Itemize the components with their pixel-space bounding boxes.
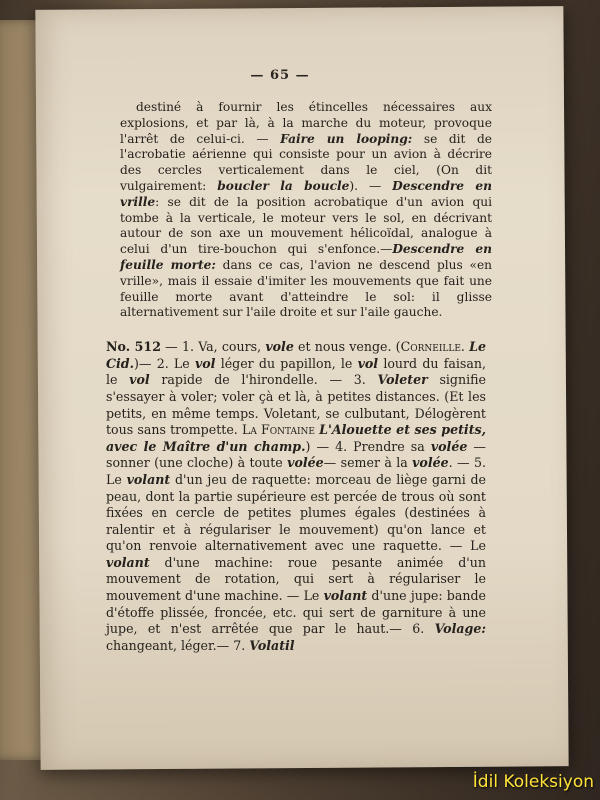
text-run: ) — 4. Prendre sa (305, 438, 431, 454)
text-run: — sonner (une cloche) à toute (106, 438, 486, 471)
text-run: lourd du faisan, le (106, 355, 486, 388)
emphasized-term: volée (430, 438, 468, 454)
emphasized-term: volant (126, 471, 171, 487)
text-run: léger du papillon, le (215, 355, 358, 371)
emphasized-term: volée (412, 455, 449, 471)
emphasized-term: L'Alouette et ses petits, avec le Maître d'un champ. (106, 422, 486, 454)
text-run: d'un jeu de raquette: morceau de liège garni de peau, dont la partie supérieure est percée de trous où sont fixées en cercle de petites plumes égales (destinées à ralentir et à régulariser le mouvement) qu'on lance et qu'on renvoie alternativement avec une raquette. — Le (106, 471, 486, 554)
page-number: — 65 — (250, 68, 310, 83)
text-run: )— 2. Le (134, 355, 195, 371)
text-run: d'une machine: roue pesante animée d'un mouvement de rotation, qui sert à régulariser le mouvement d'une machine. — Le (106, 554, 486, 604)
text-run: : se dit de la position acrobatique d'un avion qui tombe à la verticale, le moteur vers le sol, en décrivant autour de son axe un mouvement hélicoïdal, analogue à celui d'un tire-bouchon qui s'enfonce.— (120, 194, 492, 257)
emphasized-term: vol (357, 355, 379, 371)
page-text (106, 100, 493, 654)
emphasized-term: volant (106, 554, 150, 570)
paragraph-aviation-terms (120, 100, 492, 321)
paragraph-no-512 (106, 339, 486, 654)
text-run: . — 5. Le (106, 455, 486, 487)
watermark: İdil Koleksiyon (472, 772, 594, 792)
text-run: . (460, 339, 470, 355)
emphasized-term: Descendre en feuille morte: (120, 242, 492, 272)
emphasized-term: Descendre en vrille (120, 178, 492, 209)
emphasized-term: Faire un looping: (280, 131, 413, 146)
emphasized-term: Voleter (377, 372, 428, 388)
emphasized-term: boucler la boucle (217, 178, 350, 193)
text-run: — 1. Va, cours, (160, 339, 266, 355)
emphasized-term: Le Cid. (106, 339, 487, 371)
text-run: ). — (349, 178, 393, 193)
emphasized-term: volant (323, 588, 368, 604)
emphasized-term: vol (129, 372, 150, 388)
text-run: d'une jupe: bande d'étoffe plissée, froncée, etc. qui sert de garniture à une jupe, et n'est arrêtée que par le haut.— 6. (106, 588, 486, 637)
text-run: et nous venge. ( (293, 339, 401, 355)
text-run: dans ce cas, l'avion ne descend plus «en vrille», mais il essaie d'imiter les mouvements que fait une feuille morte avant d'atteindre le sol: il glisse alternativement sur l'aile droite et sur l'aile gauche. (120, 257, 493, 320)
emphasized-term: vole (265, 339, 294, 355)
author-name: Corneille (400, 339, 461, 355)
emphasized-term: Volatil (249, 637, 295, 653)
text-run: destiné à fournir les étincelles nécessaires aux explosions, et par là, à la marche du moteur, provoque l'arrêt de celui-ci. — (120, 100, 492, 146)
emphasized-term: volée (287, 455, 324, 471)
author-name: La Fontaine (241, 422, 315, 438)
text-run: signifie s'essayer à voler; voler çà et là, à petites distances. (Et les petits, en même temps. Voletant, se culbutant, Délogèrent tous sans trompette. (106, 372, 486, 438)
entry-number: No. 512 (106, 339, 161, 355)
text-run: — semer à la (323, 455, 413, 471)
text-run: se dit de l'acrobatie aérienne qui consiste pour un avion à décrire des cercles verticalement dans le ciel, (On dit vulgairement: (120, 131, 492, 193)
emphasized-term: vol (194, 355, 216, 371)
emphasized-term: Volage: (434, 621, 486, 637)
text-run: changeant, léger.— 7. (106, 637, 250, 653)
text-run: rapide de l'hirondelle. — 3. (149, 372, 378, 388)
